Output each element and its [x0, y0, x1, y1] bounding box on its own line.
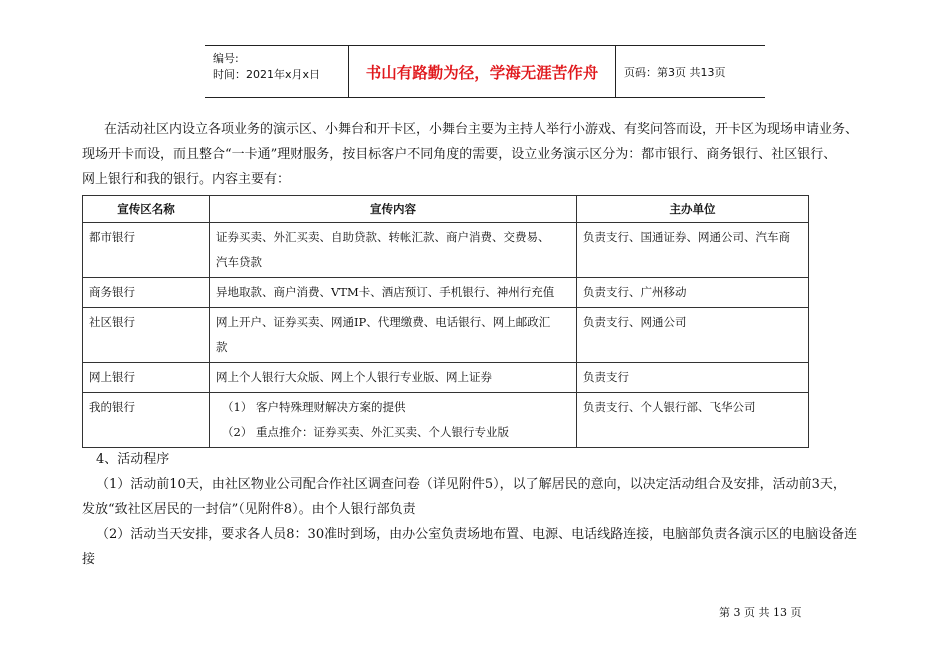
- intro-paragraph: [82, 117, 890, 192]
- section-4: [82, 447, 890, 572]
- header-page-info: 页码：第3页 共13页: [624, 65, 726, 79]
- zone-content-cell: [210, 278, 577, 308]
- promotion-zone-table: [82, 195, 809, 448]
- organizer-cell: 负责支行: [577, 363, 809, 393]
- column-header-zone-name: 宣传区名称: [83, 196, 210, 223]
- zone-name-cell: 都市银行: [83, 223, 210, 278]
- organizer-cell: 负责支行、个人银行部、飞华公司: [577, 393, 809, 448]
- intro-line: 现场开卡而设，而且整合“一卡通”理财服务，按目标客户不同角度的需要，设立业务演示区分为：都市银行、商务银行、社区银行、: [82, 147, 837, 162]
- content-line: （1） 客户特殊理财解决方案的提供: [222, 400, 406, 414]
- section-line: （2）活动当天安排，要求各人员8：30准时到场，由办公室负责场地布置、电源、电话线路连接，电脑部负责各演示区的电脑设备连: [96, 527, 858, 542]
- intro-line: 网上银行和我的银行。内容主要有：: [82, 172, 291, 187]
- content-line: 汽车贷款: [216, 255, 262, 269]
- table-row: [83, 278, 809, 308]
- zone-name-cell: 我的银行: [83, 393, 210, 448]
- header-motto: 书山有路勤为径，学海无涯苦作舟: [365, 63, 599, 82]
- doc-time: 时间：2021年x月x日: [213, 68, 321, 81]
- zone-name-cell: 网上银行: [83, 363, 210, 393]
- page-footer: 第 3 页 共 13 页: [719, 606, 802, 619]
- doc-number-label: 编号:: [213, 52, 239, 65]
- content-line: 网上个人银行大众版、网上个人银行专业版、网上证券: [216, 370, 492, 384]
- intro-line: 在活动社区内设立各项业务的演示区、小舞台和开卡区，小舞台主要为主持人举行小游戏、有奖问答而设，开卡区为现场申请业务、: [104, 122, 859, 137]
- table-row: [83, 308, 809, 363]
- content-line: 网上开户、证券买卖、网通IP、代理缴费、电话银行、网上邮政汇: [216, 315, 551, 329]
- content-line: 异地取款、商户消费、VTM卡、酒店预订、手机银行、神州行充值: [216, 285, 555, 299]
- section-title: 4、活动程序: [96, 452, 170, 467]
- section-line: 接: [82, 552, 96, 567]
- organizer-cell: 负责支行、网通公司: [577, 308, 809, 363]
- table-header-row: [83, 196, 809, 223]
- header-info-cell: [205, 46, 348, 97]
- table-row: [83, 363, 809, 393]
- section-line: （1）活动前10天，由社区物业公司配合作社区调查问卷（详见附件5），以了解居民的意向，以决定活动组合及安排，活动前3天，: [96, 477, 846, 492]
- content-line: 款: [216, 340, 228, 354]
- content-line: （2） 重点推介：证券买卖、外汇买卖、个人银行专业版: [222, 425, 509, 439]
- column-header-content: 宣传内容: [210, 196, 577, 223]
- page-header: [205, 45, 765, 98]
- table-row: [83, 393, 809, 448]
- column-header-organizer: 主办单位: [577, 196, 809, 223]
- zone-content-cell: [210, 223, 577, 278]
- zone-content-cell: [210, 308, 577, 363]
- organizer-cell: 负责支行、广州移动: [577, 278, 809, 308]
- zone-content-cell: [210, 393, 577, 448]
- zone-name-cell: 社区银行: [83, 308, 210, 363]
- organizer-cell: 负责支行、国通证券、网通公司、汽车商: [577, 223, 809, 278]
- table-row: [83, 223, 809, 278]
- zone-content-cell: [210, 363, 577, 393]
- content-line: 证券买卖、外汇买卖、自助贷款、转帐汇款、商户消费、交费易、: [216, 230, 550, 244]
- section-line: 发放“致社区居民的一封信”（见附件8）。由个人银行部负责: [82, 502, 416, 517]
- zone-name-cell: 商务银行: [83, 278, 210, 308]
